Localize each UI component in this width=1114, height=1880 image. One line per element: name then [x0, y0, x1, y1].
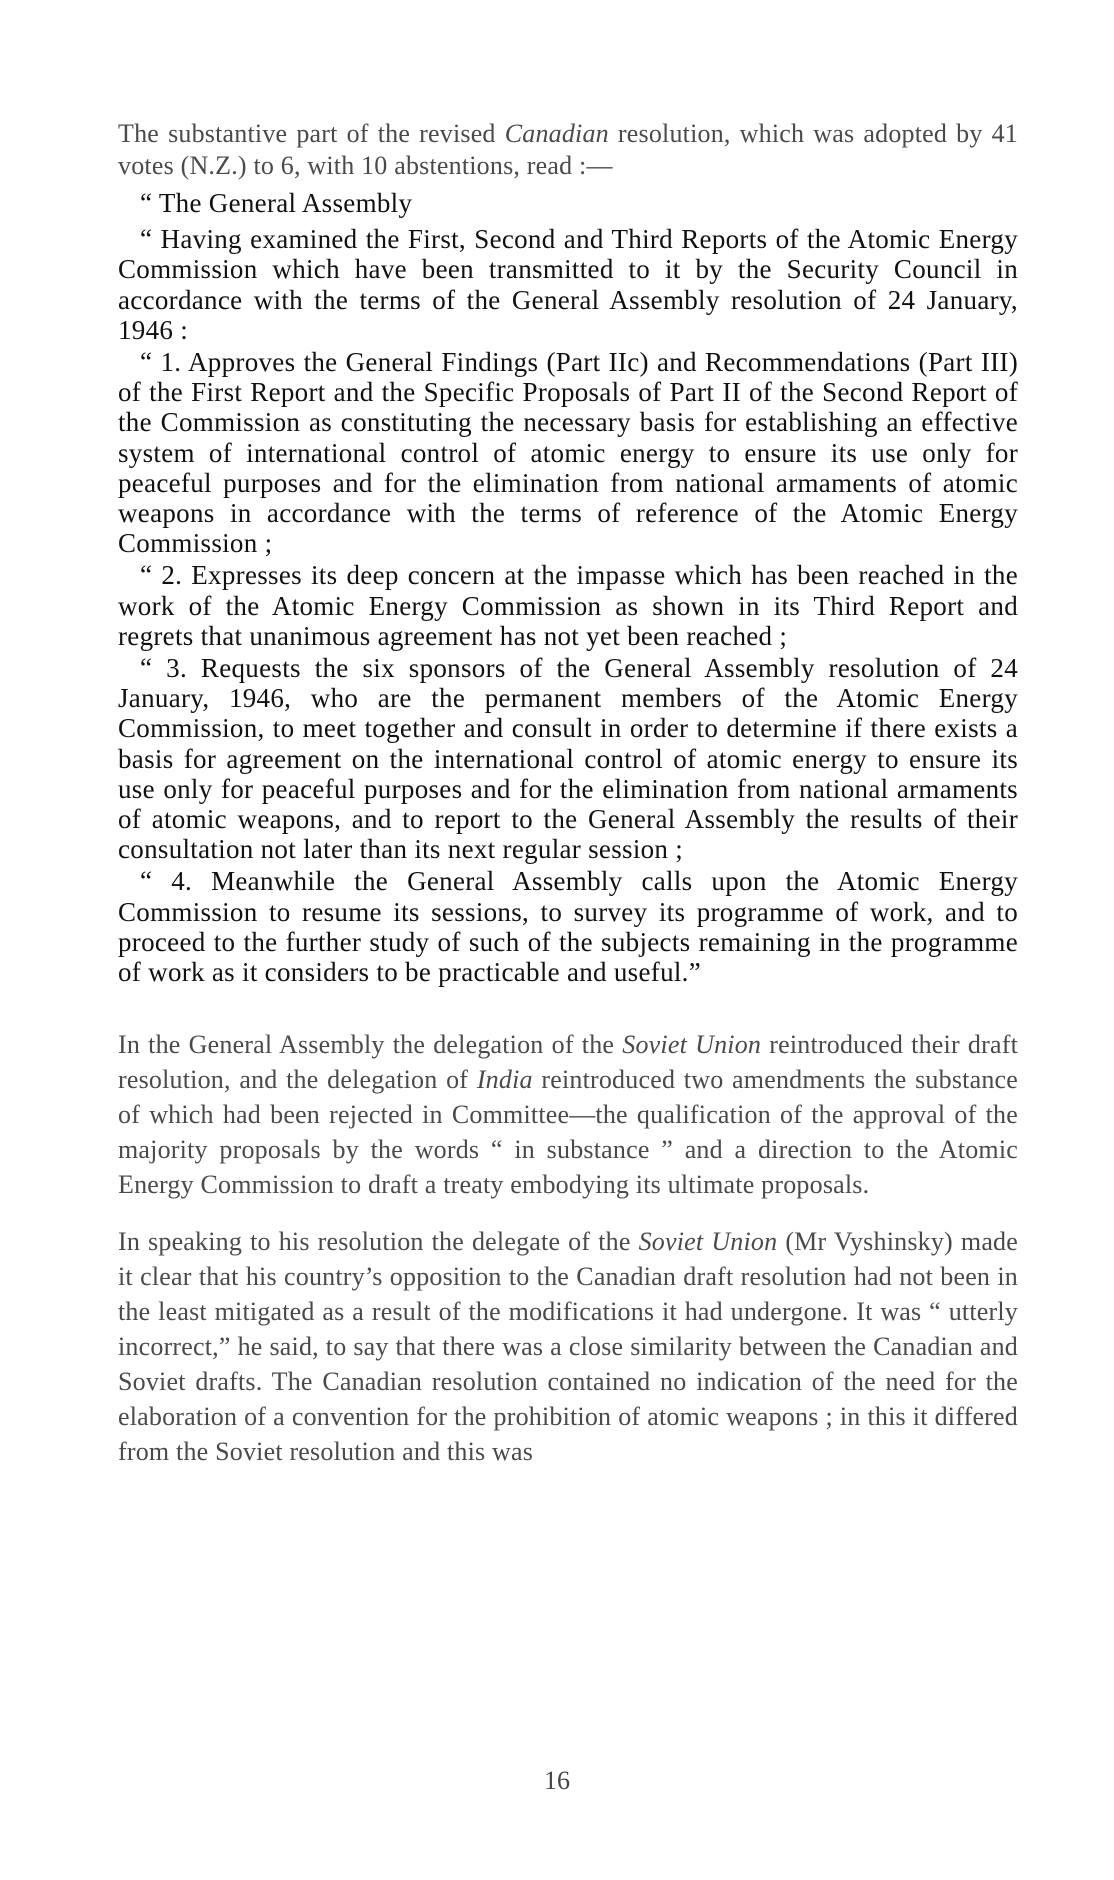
- section-gap: [118, 989, 1018, 1027]
- p2-text-2: (Mr Vyshinsky) made it clear that his country’s opposition to the Canadian draft resolution had not been in the least mitigated as a result of the modifications it had undergone. It was “ utterly incorrect,” he said, to say that there was a close similarity between the Canadian and Soviet drafts. The Canadian resolution contained no indication of the need for the elaboration of a convention for the prohibition of atomic weapons ; in this it differed from the Soviet resolution and this was: [118, 1227, 1018, 1467]
- body-paragraph-2: [118, 1224, 1018, 1469]
- p1-text-2: reintroduced their draft resolution, and the delegation of: [118, 1030, 1018, 1095]
- p2-text-1: In speaking to his resolution the delegate of the: [118, 1227, 639, 1257]
- intro-paragraph: [118, 118, 1018, 182]
- p2-country: Soviet Union: [638, 1227, 778, 1257]
- resolution-clause-2: “ 2. Expresses its deep concern at the impasse which has been reached in the work of the Atomic Energy Commission as shown in its Third Report and regrets that unanimous agreement has not yet been reached ;: [118, 560, 1018, 651]
- resolution-clause-3: “ 3. Requests the six sponsors of the General Assembly resolution of 24 January, 1946, who are the permanent members of the Atomic Energy Commission, to meet together and consult in order to determine if there exists a basis for agreement on the international control of atomic energy to ensure its use only for peaceful purposes and for the elimination from national armaments of atomic weapons, and to report to the General Assembly the results of their consultation not later than its next regular session ;: [118, 653, 1018, 865]
- intro-country: Canadian: [504, 119, 609, 148]
- resolution-heading: “ The General Assembly: [140, 188, 413, 218]
- p1-text-1: In the General Assembly the delegation of the: [118, 1030, 623, 1060]
- resolution-text: [118, 188, 1018, 987]
- p1-country-1: Soviet Union: [622, 1030, 762, 1060]
- intro-text-after: resolution, which was adopted by 41 votes (N.Z.) to 6, with 10 abstentions, read :—: [118, 119, 1018, 180]
- page-number: 16: [544, 1766, 570, 1795]
- body-paragraph-1: [118, 1027, 1018, 1202]
- page-content: [118, 118, 1018, 1491]
- resolution-clause-4: “ 4. Meanwhile the General Assembly calls upon the Atomic Energy Commission to resume its sessions, to survey its programme of work, and to proceed to the further study of such of the subjects remaining in the programme of work as it considers to be practicable and useful.”: [118, 866, 1018, 988]
- p1-text-3: reintroduced two amendments the substance of which had been rejected in Committee—the qualification of the approval of the majority proposals by the words “ in substance ” and a direction to the Atomic Energy Commission to draft a treaty embodying its ultimate proposals.: [118, 1065, 1018, 1200]
- p1-country-2: India: [476, 1065, 533, 1095]
- resolution-clause-1: “ 1. Approves the General Findings (Part IIc) and Recommendations (Part III) of the First Report and the Specific Proposals of Part II of the Second Report of the Commission as constituting the necessary basis for establishing an effective system of international control of atomic energy to ensure its use only for peaceful purposes and for the elimination from national armaments of atomic weapons in accordance with the terms of reference of the Atomic Energy Commission ;: [118, 347, 1018, 559]
- intro-text-before: The substantive part of the revised: [118, 119, 505, 148]
- resolution-preamble: “ Having examined the First, Second and Third Reports of the Atomic Energy Commission which have been transmitted to it by the Security Council in accordance with the terms of the General Assembly resolution of 24 January, 1946 :: [118, 224, 1018, 345]
